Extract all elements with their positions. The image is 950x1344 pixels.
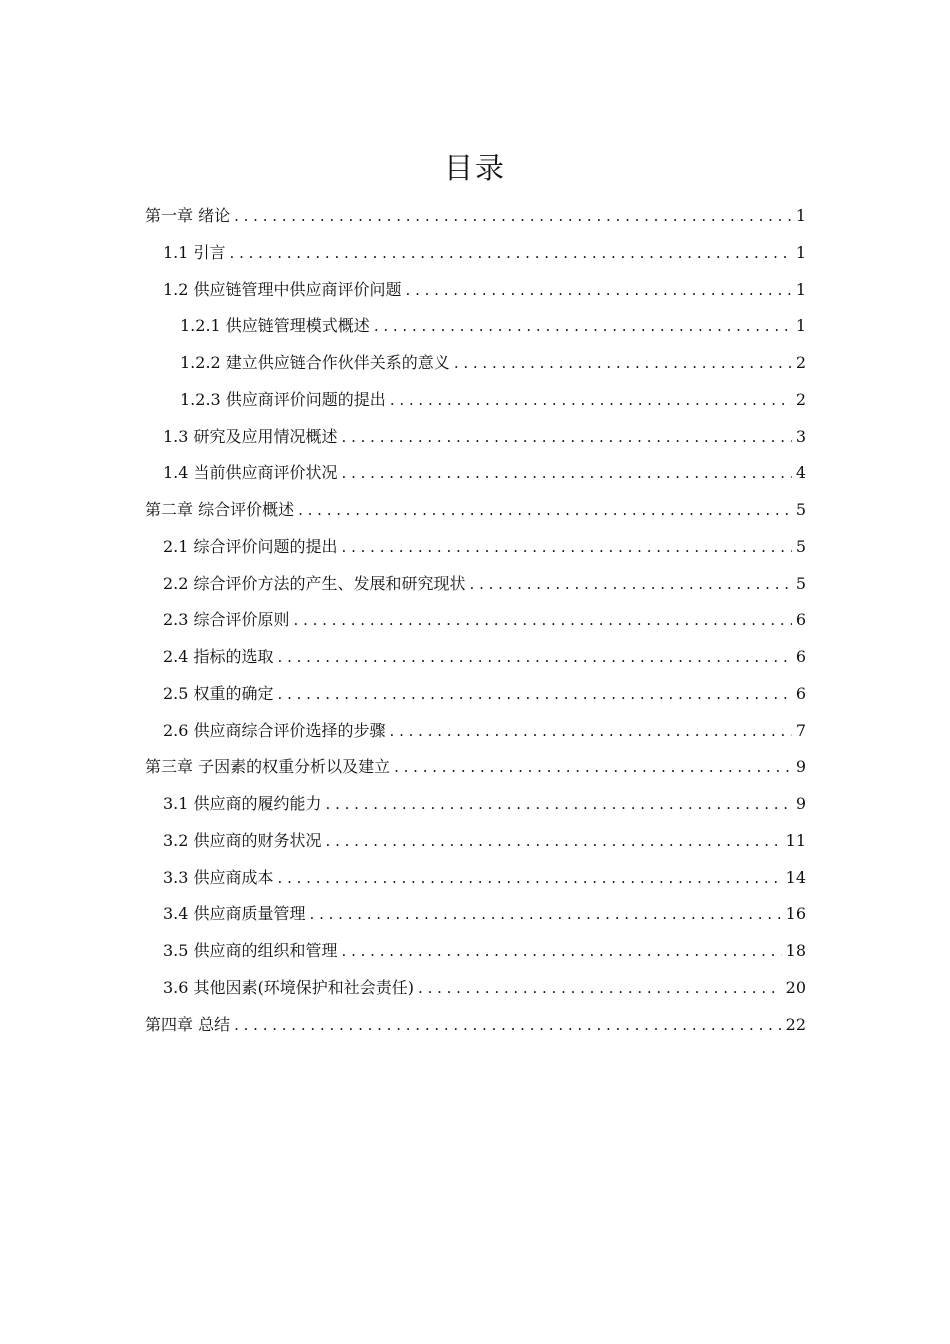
toc-entry[interactable]: [163, 713, 806, 750]
toc-entry-page: 5: [795, 573, 806, 593]
toc-dot-leader: [230, 235, 792, 272]
toc-dot-leader: [234, 198, 792, 235]
toc-entry-page: 22: [785, 1014, 806, 1034]
toc-dot-leader: [278, 676, 792, 713]
toc-entry-page: 9: [795, 757, 806, 777]
toc-dot-leader: [310, 896, 782, 933]
toc-dot-leader: [406, 272, 792, 309]
toc-entry[interactable]: [163, 529, 806, 566]
toc-entry-page: 18: [785, 941, 806, 960]
toc-dot-leader: [390, 382, 792, 419]
toc-entry[interactable]: [163, 970, 806, 1007]
toc-entry-page: 1: [795, 242, 806, 262]
toc-entry-page: 3: [795, 426, 806, 446]
toc-entry[interactable]: [163, 566, 806, 603]
toc-list: [0, 198, 950, 1043]
toc-entry[interactable]: [180, 345, 806, 382]
toc-entry[interactable]: [163, 455, 806, 492]
toc-dot-leader: [470, 566, 792, 603]
toc-entry-text: 1.2.1 供应链管理模式概述: [180, 316, 370, 336]
toc-entry[interactable]: [163, 419, 806, 456]
toc-entry-text: 1.1 引言: [163, 242, 226, 262]
toc-entry-text: 1.2.2 建立供应链合作伙伴关系的意义: [180, 353, 450, 372]
toc-entry-page: 4: [795, 463, 806, 483]
toc-dot-leader: [278, 639, 792, 676]
toc-entry[interactable]: [145, 749, 806, 786]
toc-entry[interactable]: [180, 382, 806, 419]
toc-entry-page: 5: [795, 536, 806, 556]
toc-entry-page: 11: [785, 830, 806, 850]
toc-entry[interactable]: [163, 272, 806, 309]
toc-entry-text: 第四章 总结: [145, 1014, 231, 1034]
toc-entry-page: 16: [785, 904, 806, 924]
toc-entry[interactable]: [180, 308, 806, 345]
toc-entry-page: 7: [795, 720, 806, 740]
toc-entry-text: 3.5 供应商的组织和管理: [163, 941, 338, 960]
toc-entry[interactable]: [163, 823, 806, 860]
toc-dot-leader: [294, 602, 792, 639]
toc-entry-text: 3.6 其他因素(环境保护和社会责任): [163, 977, 415, 997]
toc-entry-text: 第二章 综合评价概述: [145, 500, 295, 519]
toc-entry[interactable]: [163, 860, 806, 897]
toc-entry[interactable]: [145, 198, 806, 235]
toc-entry[interactable]: [163, 639, 806, 676]
toc-entry-text: 2.1 综合评价问题的提出: [163, 536, 338, 556]
toc-entry[interactable]: [163, 896, 806, 933]
toc-dot-leader: [394, 749, 792, 786]
toc-entry-text: 1.2.3 供应商评价问题的提出: [180, 389, 386, 409]
toc-entry-text: 1.4 当前供应商评价状况: [163, 463, 338, 483]
toc-entry-text: 3.1 供应商的履约能力: [163, 794, 322, 813]
toc-dot-leader: [374, 308, 792, 345]
toc-entry[interactable]: [145, 1007, 806, 1044]
toc-entry-page: 20: [785, 977, 806, 997]
toc-entry[interactable]: [163, 602, 806, 639]
toc-entry-text: 2.3 综合评价原则: [163, 610, 290, 630]
toc-dot-leader: [326, 823, 782, 860]
toc-dot-leader: [390, 713, 792, 750]
toc-title: 目录: [443, 151, 506, 185]
toc-entry-text: 2.2 综合评价方法的产生、发展和研究现状: [163, 573, 466, 593]
toc-entry[interactable]: [163, 786, 806, 823]
toc-entry-text: 2.4 指标的选取: [163, 647, 274, 666]
toc-entry[interactable]: [163, 933, 806, 970]
toc-entry-page: 5: [795, 500, 806, 519]
toc-entry-text: 3.4 供应商质量管理: [163, 904, 306, 924]
toc-entry[interactable]: [163, 676, 806, 713]
toc-dot-leader: [342, 529, 792, 566]
toc-entry-page: 6: [795, 683, 806, 703]
toc-entry-page: 6: [795, 610, 806, 630]
toc-entry[interactable]: [145, 492, 806, 529]
toc-entry-page: 1: [795, 316, 806, 336]
toc-entry-text: 第一章 绪论: [145, 206, 231, 225]
toc-dot-leader: [454, 345, 792, 382]
toc-dot-leader: [342, 933, 782, 970]
toc-dot-leader: [342, 455, 792, 492]
toc-dot-leader: [418, 970, 782, 1007]
toc-entry-text: 2.6 供应商综合评价选择的步骤: [163, 720, 386, 740]
toc-entry-text: 第三章 子因素的权重分析以及建立: [145, 757, 391, 777]
toc-entry-page: 2: [795, 353, 806, 372]
toc-entry-text: 1.2 供应链管理中供应商评价问题: [163, 279, 402, 299]
toc-entry-page: 9: [795, 794, 806, 813]
toc-dot-leader: [298, 492, 792, 529]
toc-entry-page: 1: [795, 206, 806, 225]
toc-entry-page: 1: [795, 279, 806, 299]
toc-entry[interactable]: [163, 235, 806, 272]
toc-entry-page: 6: [795, 647, 806, 666]
toc-entry-page: 14: [785, 867, 806, 887]
toc-entry-text: 1.3 研究及应用情况概述: [163, 426, 338, 446]
toc-entry-text: 3.3 供应商成本: [163, 867, 274, 887]
toc-entry-page: 2: [795, 389, 806, 409]
toc-dot-leader: [278, 860, 782, 897]
toc-entry-text: 3.2 供应商的财务状况: [163, 830, 322, 850]
toc-dot-leader: [326, 786, 792, 823]
toc-dot-leader: [234, 1007, 782, 1044]
toc-entry-text: 2.5 权重的确定: [163, 683, 274, 703]
toc-dot-leader: [342, 419, 792, 456]
